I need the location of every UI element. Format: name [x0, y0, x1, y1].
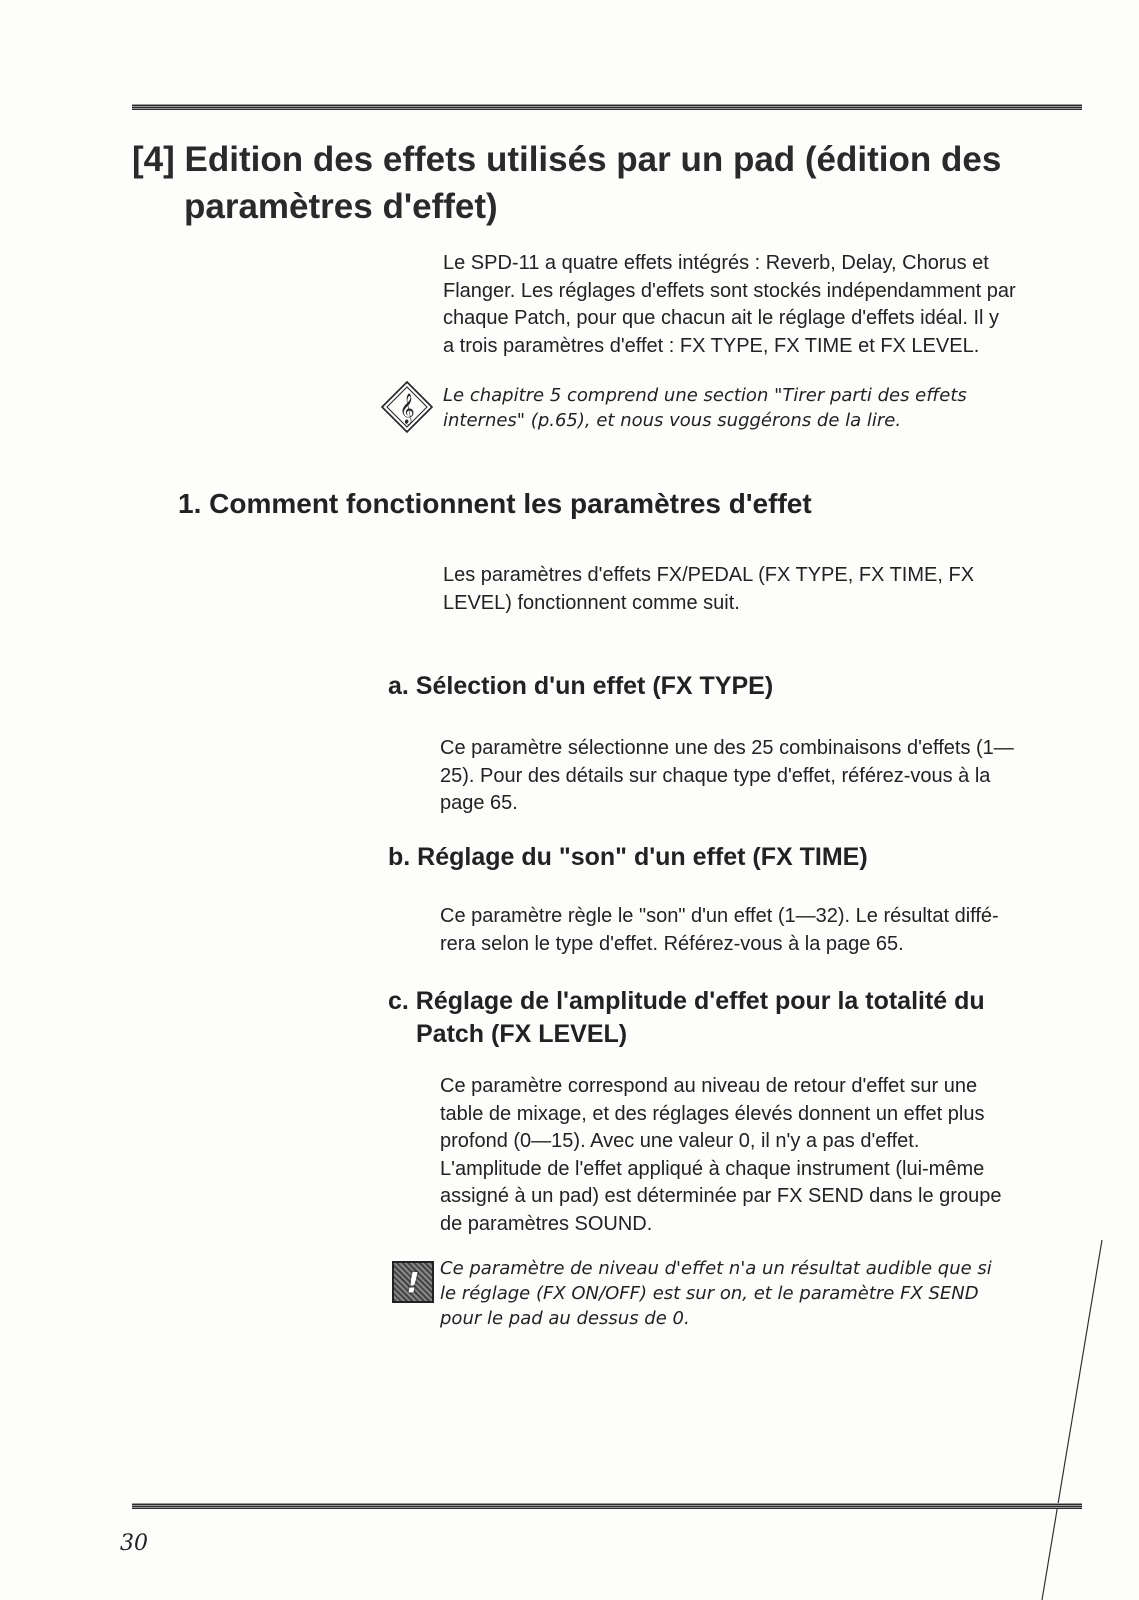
- subsection-a-paragraph: [440, 735, 1080, 818]
- intro-paragraph: [443, 250, 1083, 360]
- warning-icon: [392, 1261, 434, 1303]
- chapter-title-line2: paramètres d'effet): [184, 187, 498, 226]
- scan-margin-line: [1040, 1200, 1139, 1600]
- chapter-title: [132, 136, 1012, 230]
- sub-c-heading-line2: Patch (FX LEVEL): [416, 1020, 628, 1048]
- section1-paragraph: [443, 562, 1083, 617]
- sub-c-line: assigné à un pad) est déterminée par FX SEND dans le groupe: [440, 1185, 1002, 1207]
- intro-line: Flanger. Les réglages d'effets sont stockés indépendamment par: [443, 279, 1016, 302]
- chapter-number: [4]: [132, 140, 175, 179]
- sub-c-heading-line1: c. Réglage de l'amplitude d'effet pour la totalité du: [388, 987, 985, 1015]
- section1-line: Les paramètres d'effets FX/PEDAL (FX TYPE, FX TIME, FX: [443, 564, 975, 586]
- chapter-title-line1: Edition des effets utilisés par un pad (édition des: [184, 140, 1002, 179]
- subsection-c-heading: [388, 985, 985, 1051]
- sub-a-line: page 65.: [440, 792, 518, 814]
- page-number: 30: [120, 1531, 148, 1556]
- warning-note: [440, 1256, 1080, 1331]
- sub-c-line: table de mixage, et des réglages élevés donnent un effet plus: [440, 1102, 985, 1125]
- intro-line: chaque Patch, pour que chacun ait le réglage d'effets idéal. Il y: [443, 307, 1000, 329]
- warning-glyph: !: [406, 1265, 420, 1299]
- intro-line: a trois paramètres d'effet : FX TYPE, FX TIME et FX LEVEL.: [443, 334, 980, 357]
- section-heading: 1. Comment fonctionnent les paramètres d'effet: [178, 488, 812, 519]
- subsection-c-paragraph: [440, 1073, 1080, 1238]
- warning-line: le réglage (FX ON/OFF) est sur on, et le paramètre FX SEND: [440, 1283, 979, 1304]
- sub-a-line: 25). Pour des détails sur chaque type d'effet, référez-vous à la: [440, 764, 991, 787]
- section1-line: LEVEL) fonctionnent comme suit.: [443, 591, 740, 614]
- subsection-b-paragraph: [440, 903, 1080, 958]
- note-line: Le chapitre 5 comprend une section "Tirer parti des effets: [443, 385, 967, 406]
- sub-b-line: rera selon le type d'effet. Référez-vous à la page 65.: [440, 932, 904, 955]
- sub-c-line: Ce paramètre correspond au niveau de retour d'effet sur une: [440, 1075, 978, 1097]
- subsection-b-heading: b. Réglage du "son" d'un effet (FX TIME): [388, 843, 868, 871]
- warning-line: Ce paramètre de niveau d'effet n'a un résultat audible que si: [440, 1258, 992, 1279]
- warning-line: pour le pad au dessus de 0.: [440, 1308, 690, 1329]
- note-line: internes" (p.65), et nous vous suggérons de la lire.: [443, 410, 902, 431]
- bottom-rule: [132, 1503, 1082, 1509]
- svg-text:𝄞: 𝄞: [399, 394, 415, 424]
- sub-b-line: Ce paramètre règle le "son" d'un effet (1—32). Le résultat diffé-: [440, 905, 999, 927]
- sub-c-line: L'amplitude de l'effet appliqué à chaque instrument (lui-même: [440, 1157, 985, 1180]
- treble-clef-icon: [380, 380, 434, 434]
- sub-c-line: profond (0—15). Avec une valeur 0, il n'y a pas d'effet.: [440, 1130, 920, 1152]
- intro-note: [443, 383, 1083, 433]
- sub-a-line: Ce paramètre sélectionne une des 25 combinaisons d'effets (1—: [440, 737, 1014, 759]
- subsection-a-heading: a. Sélection d'un effet (FX TYPE): [388, 672, 774, 700]
- intro-line: Le SPD-11 a quatre effets intégrés : Reverb, Delay, Chorus et: [443, 252, 989, 274]
- top-rule: [132, 104, 1082, 110]
- sub-c-line: de paramètres SOUND.: [440, 1212, 653, 1235]
